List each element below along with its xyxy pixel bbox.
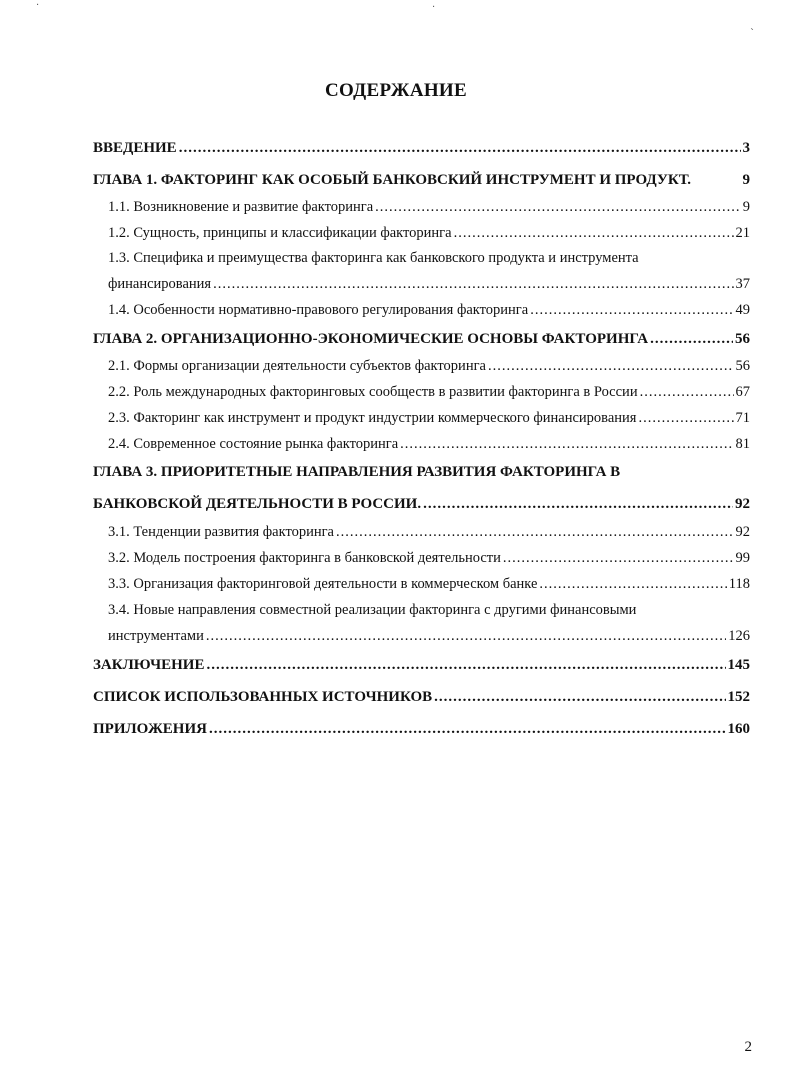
toc-entry-label: 1.3. Специфика и преимущества факторинга как банковского продукта и инструмента xyxy=(108,250,639,266)
toc-entry-label: СПИСОК ИСПОЛЬЗОВАННЫХ ИСТОЧНИКОВ xyxy=(93,689,433,705)
leader-dots xyxy=(434,689,725,706)
leader-dots xyxy=(375,199,741,216)
toc-entry-page: 9 xyxy=(742,172,750,188)
toc-entry-label: инструментами xyxy=(108,628,204,644)
leader-dots xyxy=(179,140,741,157)
toc-entry-section-1-2[interactable] xyxy=(108,225,750,242)
toc-entry-label: 1.1. Возникновение и развитие факторинга xyxy=(108,199,374,215)
toc-entry-page: 67 xyxy=(735,384,750,400)
toc-entry-section-3-3[interactable] xyxy=(108,576,750,593)
toc-entry-page: 126 xyxy=(728,628,750,644)
toc-entry-section-1-4[interactable] xyxy=(108,302,750,319)
toc-entry-page: 71 xyxy=(735,410,750,426)
leader-dots xyxy=(206,628,726,645)
toc-entry-sources[interactable] xyxy=(93,689,750,706)
leader-dots xyxy=(400,436,733,453)
toc-entry-label: ГЛАВА 1. ФАКТОРИНГ КАК ОСОБЫЙ БАНКОВСКИЙ ИНСТРУМЕНТ И ПРОДУКТ. xyxy=(93,172,692,188)
toc-entry-section-3-4[interactable] xyxy=(108,602,750,619)
page-title: СОДЕРЖАНИЕ xyxy=(325,80,467,101)
toc-entry-page: 145 xyxy=(727,657,750,673)
toc-entry-label: 2.2. Роль международных факторинговых сообществ в развитии факторинга в России xyxy=(108,384,638,400)
toc-entry-label: ПРИЛОЖЕНИЯ xyxy=(93,721,207,737)
toc-entry-section-1-1[interactable] xyxy=(108,199,750,216)
leader-dots xyxy=(336,524,734,541)
leader-dots xyxy=(488,358,734,375)
scan-speck: · xyxy=(432,2,436,13)
leader-dots xyxy=(423,496,733,513)
toc-entry-label: 2.3. Факторинг как инструмент и продукт индустрии коммерческого финансирования xyxy=(108,410,637,426)
toc-entry-label: ГЛАВА 2. ОРГАНИЗАЦИОННО-ЭКОНОМИЧЕСКИЕ ОСНОВЫ ФАКТОРИНГА xyxy=(93,331,649,347)
toc-entry-label: БАНКОВСКОЙ ДЕЯТЕЛЬНОСТИ В РОССИИ. xyxy=(93,496,422,512)
toc-entry-page: 81 xyxy=(735,436,750,452)
toc-entry-page: 160 xyxy=(727,721,750,737)
toc-entry-label: 3.1. Тенденции развития факторинга xyxy=(108,524,334,540)
toc-entry-page: 9 xyxy=(742,199,750,215)
toc-entry-page: 49 xyxy=(735,302,750,318)
toc-entry-label: 2.1. Формы организации деятельности субъектов факторинга xyxy=(108,358,486,374)
toc-entry-section-2-2[interactable] xyxy=(108,384,750,401)
toc-entry-chapter-1[interactable] xyxy=(93,172,750,189)
toc-entry-label: 3.3. Организация факторинговой деятельности в коммерческом банке xyxy=(108,576,538,592)
toc-entry-chapter-2[interactable] xyxy=(93,331,750,348)
scan-speck: · xyxy=(36,0,40,11)
toc-entry-page: 118 xyxy=(728,576,750,592)
toc-entry-label: 1.2. Сущность, принципы и классификации факторинга xyxy=(108,225,452,241)
leader-dots xyxy=(209,721,726,738)
toc-entry-label: финансирования xyxy=(108,276,212,292)
toc-entry-page: 56 xyxy=(735,331,750,347)
toc-entry-page: 56 xyxy=(735,358,750,374)
leader-dots xyxy=(503,550,734,567)
leader-dots xyxy=(539,576,726,593)
toc-entry-section-3-1[interactable] xyxy=(108,524,750,541)
toc-entry-page: 92 xyxy=(735,524,750,540)
toc-entry-page: 37 xyxy=(735,276,750,292)
toc-entry-section-2-1[interactable] xyxy=(108,358,750,375)
toc-entry-section-1-3-continued[interactable] xyxy=(108,276,750,293)
leader-dots xyxy=(638,410,733,427)
toc-entry-page: 152 xyxy=(727,689,750,705)
toc-entry-conclusion[interactable] xyxy=(93,657,750,674)
toc-entry-section-3-2[interactable] xyxy=(108,550,750,567)
toc-entry-label: 3.4. Новые направления совместной реализации факторинга с другими финансовыми xyxy=(108,602,637,618)
toc-entry-chapter-3-continued[interactable] xyxy=(93,496,750,513)
toc-entry-label: 1.4. Особенности нормативно-правового регулирования факторинга xyxy=(108,302,529,318)
page-number: 2 xyxy=(744,1039,752,1055)
toc-entry-page: 3 xyxy=(742,140,750,156)
toc-entry-label: 3.2. Модель построения факторинга в банковской деятельности xyxy=(108,550,501,566)
toc-entry-label: ГЛАВА 3. ПРИОРИТЕТНЫЕ НАПРАВЛЕНИЯ РАЗВИТИЯ ФАКТОРИНГА В xyxy=(93,464,621,480)
toc-entry-section-2-4[interactable] xyxy=(108,436,750,453)
toc-entry-label: 2.4. Современное состояние рынка факторинга xyxy=(108,436,399,452)
toc-entry-label: ЗАКЛЮЧЕНИЕ xyxy=(93,657,205,673)
toc-entry-section-2-3[interactable] xyxy=(108,410,750,427)
toc-entry-section-3-4-continued[interactable] xyxy=(108,628,750,645)
toc-entry-introduction[interactable] xyxy=(93,140,750,157)
leader-dots xyxy=(640,384,734,401)
leader-dots xyxy=(454,225,734,242)
toc-entry-chapter-3[interactable] xyxy=(93,464,750,481)
toc-entry-page: 21 xyxy=(735,225,750,241)
scan-speck: ˋ xyxy=(750,28,755,39)
toc-entry-page: 99 xyxy=(735,550,750,566)
leader-dots xyxy=(530,302,733,319)
toc-entry-label: ВВЕДЕНИЕ xyxy=(93,140,177,156)
leader-dots xyxy=(206,657,725,674)
toc-entry-section-1-3[interactable] xyxy=(108,250,750,267)
toc-entry-page: 92 xyxy=(735,496,750,512)
toc-entry-appendix[interactable] xyxy=(93,721,750,738)
leader-dots xyxy=(650,331,733,348)
leader-dots xyxy=(213,276,733,293)
